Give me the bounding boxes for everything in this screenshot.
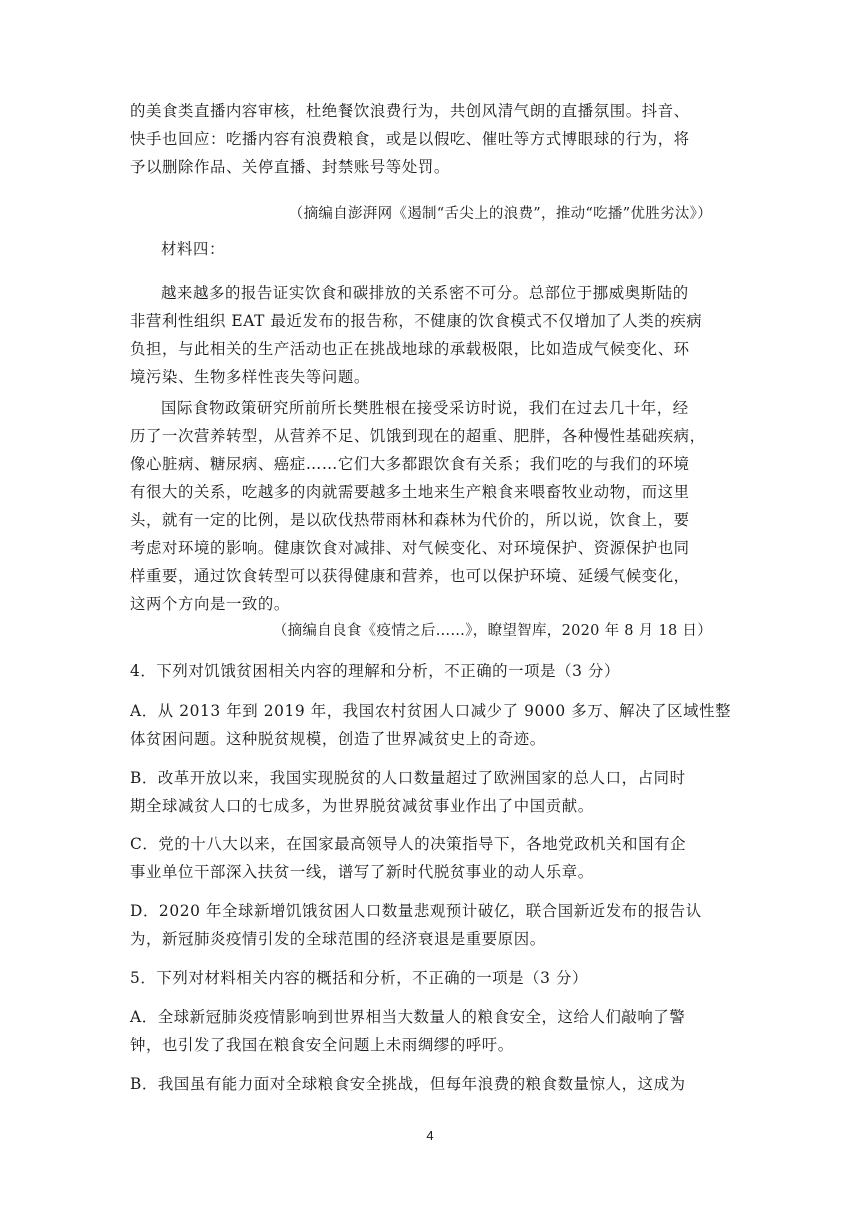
question-4-stem (130, 657, 730, 685)
text-line: B．我国虽有能力面对全球粮食安全挑战，但每年浪费的粮食数量惊人，这成为 (130, 1075, 686, 1093)
text-line: 期全球减贫人口的七成多，为世界脱贫减贫事业作出了中国贡献。 (130, 797, 594, 815)
paragraph-diet-emissions (130, 279, 730, 391)
text-line: 为，新冠肺炎疫情引发的全球范围的经济衰退是重要原因。 (130, 930, 546, 948)
text-line: 这两个方向是一致的。 (130, 595, 290, 613)
text-line: 体贫困问题。这种脱贫规模，创造了世界减贫史上的奇迹。 (130, 730, 546, 748)
text-line: 非营利性组织 EAT 最近发布的报告称，不健康的饮食模式不仅增加了人类的疾病 (130, 312, 703, 330)
text-line: 国际食物政策研究所前所长樊胜根在接受采访时说，我们在过去几十年，经 (161, 399, 689, 417)
text-line: 4．下列对饥饿贫困相关内容的理解和分析，不正确的一项是（3 分） (130, 662, 621, 680)
question-4-option-b (130, 764, 730, 820)
question-5-option-a (130, 1003, 730, 1059)
text-line: 事业单位干部深入扶贫一线，谱写了新时代脱贫事业的动人乐章。 (130, 863, 594, 881)
text-line: 的美食类直播内容审核，杜绝餐饮浪费行为，共创风清气朗的直播氛围。抖音、 (130, 102, 690, 120)
text-line: 像心脏病、糖尿病、癌症……它们大多都跟饮食有关系；我们吃的与我们的环境 (130, 455, 690, 473)
question-4-option-d (130, 897, 730, 953)
text-line: A．从 2013 年到 2019 年，我国农村贫困人口减少了 9000 多万、解决了区域性整 (130, 702, 732, 720)
text-line: 有很大的关系，吃越多的肉就需要越多土地来生产粮食来喂畜牧业动物，而这里 (130, 483, 690, 501)
source-citation: （摘编自良食《疫情之后……》，瞭望智库，2020 年 8 月 18 日） (272, 623, 712, 639)
text-line: A．全球新冠肺炎疫情影响到世界相当大数量人的粮食安全，这给人们敲响了警 (130, 1008, 686, 1026)
source-citation: （摘编自澎湃网《遏制“舌尖上的浪费”，推动“吃播”优胜劣汰》） (288, 206, 712, 222)
text-line: 钟，也引发了我国在粮食安全问题上未雨绸缪的呼吁。 (130, 1036, 514, 1054)
page-number: 4 (426, 1128, 434, 1143)
paragraph-nutrition-transition (130, 394, 730, 618)
text-line: 5．下列对材料相关内容的概括和分析，不正确的一项是（3 分） (130, 969, 589, 987)
text-line: B．改革开放以来，我国实现脱贫的人口数量超过了欧洲国家的总人口，占同时 (130, 769, 686, 787)
text-line: 负担，与此相关的生产活动也正在挑战地球的承载极限，比如造成气候变化、环 (130, 340, 690, 358)
text-line: 境污染、生物多样性丧失等问题。 (130, 368, 370, 386)
question-5-option-b (130, 1070, 730, 1098)
paragraph-livestream-review (130, 97, 730, 181)
text-line: 考虑对环境的影响。健康饮食对减排、对气候变化、对环境保护、资源保护也同 (130, 539, 690, 557)
text-line: 越来越多的报告证实饮食和碳排放的关系密不可分。总部位于挪威奥斯陆的 (161, 284, 689, 302)
text-line: 头，就有一定的比例，是以砍伐热带雨林和森林为代价的，所以说，饮食上，要 (130, 511, 690, 529)
material-four-label: 材料四： (161, 240, 225, 258)
text-line: 样重要，通过饮食转型可以获得健康和营养，也可以保护环境、延缓气候变化， (130, 567, 690, 585)
text-line: 历了一次营养转型，从营养不足、饥饿到现在的超重、肥胖，各种慢性基础疾病， (130, 427, 706, 445)
question-4-option-a (130, 697, 730, 753)
question-4-option-c (130, 830, 730, 886)
text-line: 予以删除作品、关停直播、封禁账号等处罚。 (130, 158, 450, 176)
text-line: C．党的十八大以来，在国家最高领导人的决策指导下，各地党政机关和国有企 (130, 835, 687, 853)
text-line: D．2020 年全球新增饥饿贫困人口数量悲观预计破亿，联合国新近发布的报告认 (130, 902, 702, 920)
question-5-stem (130, 964, 730, 992)
text-line: 快手也回应：吃播内容有浪费粮食，或是以假吃、催吐等方式博眼球的行为，将 (130, 130, 690, 148)
